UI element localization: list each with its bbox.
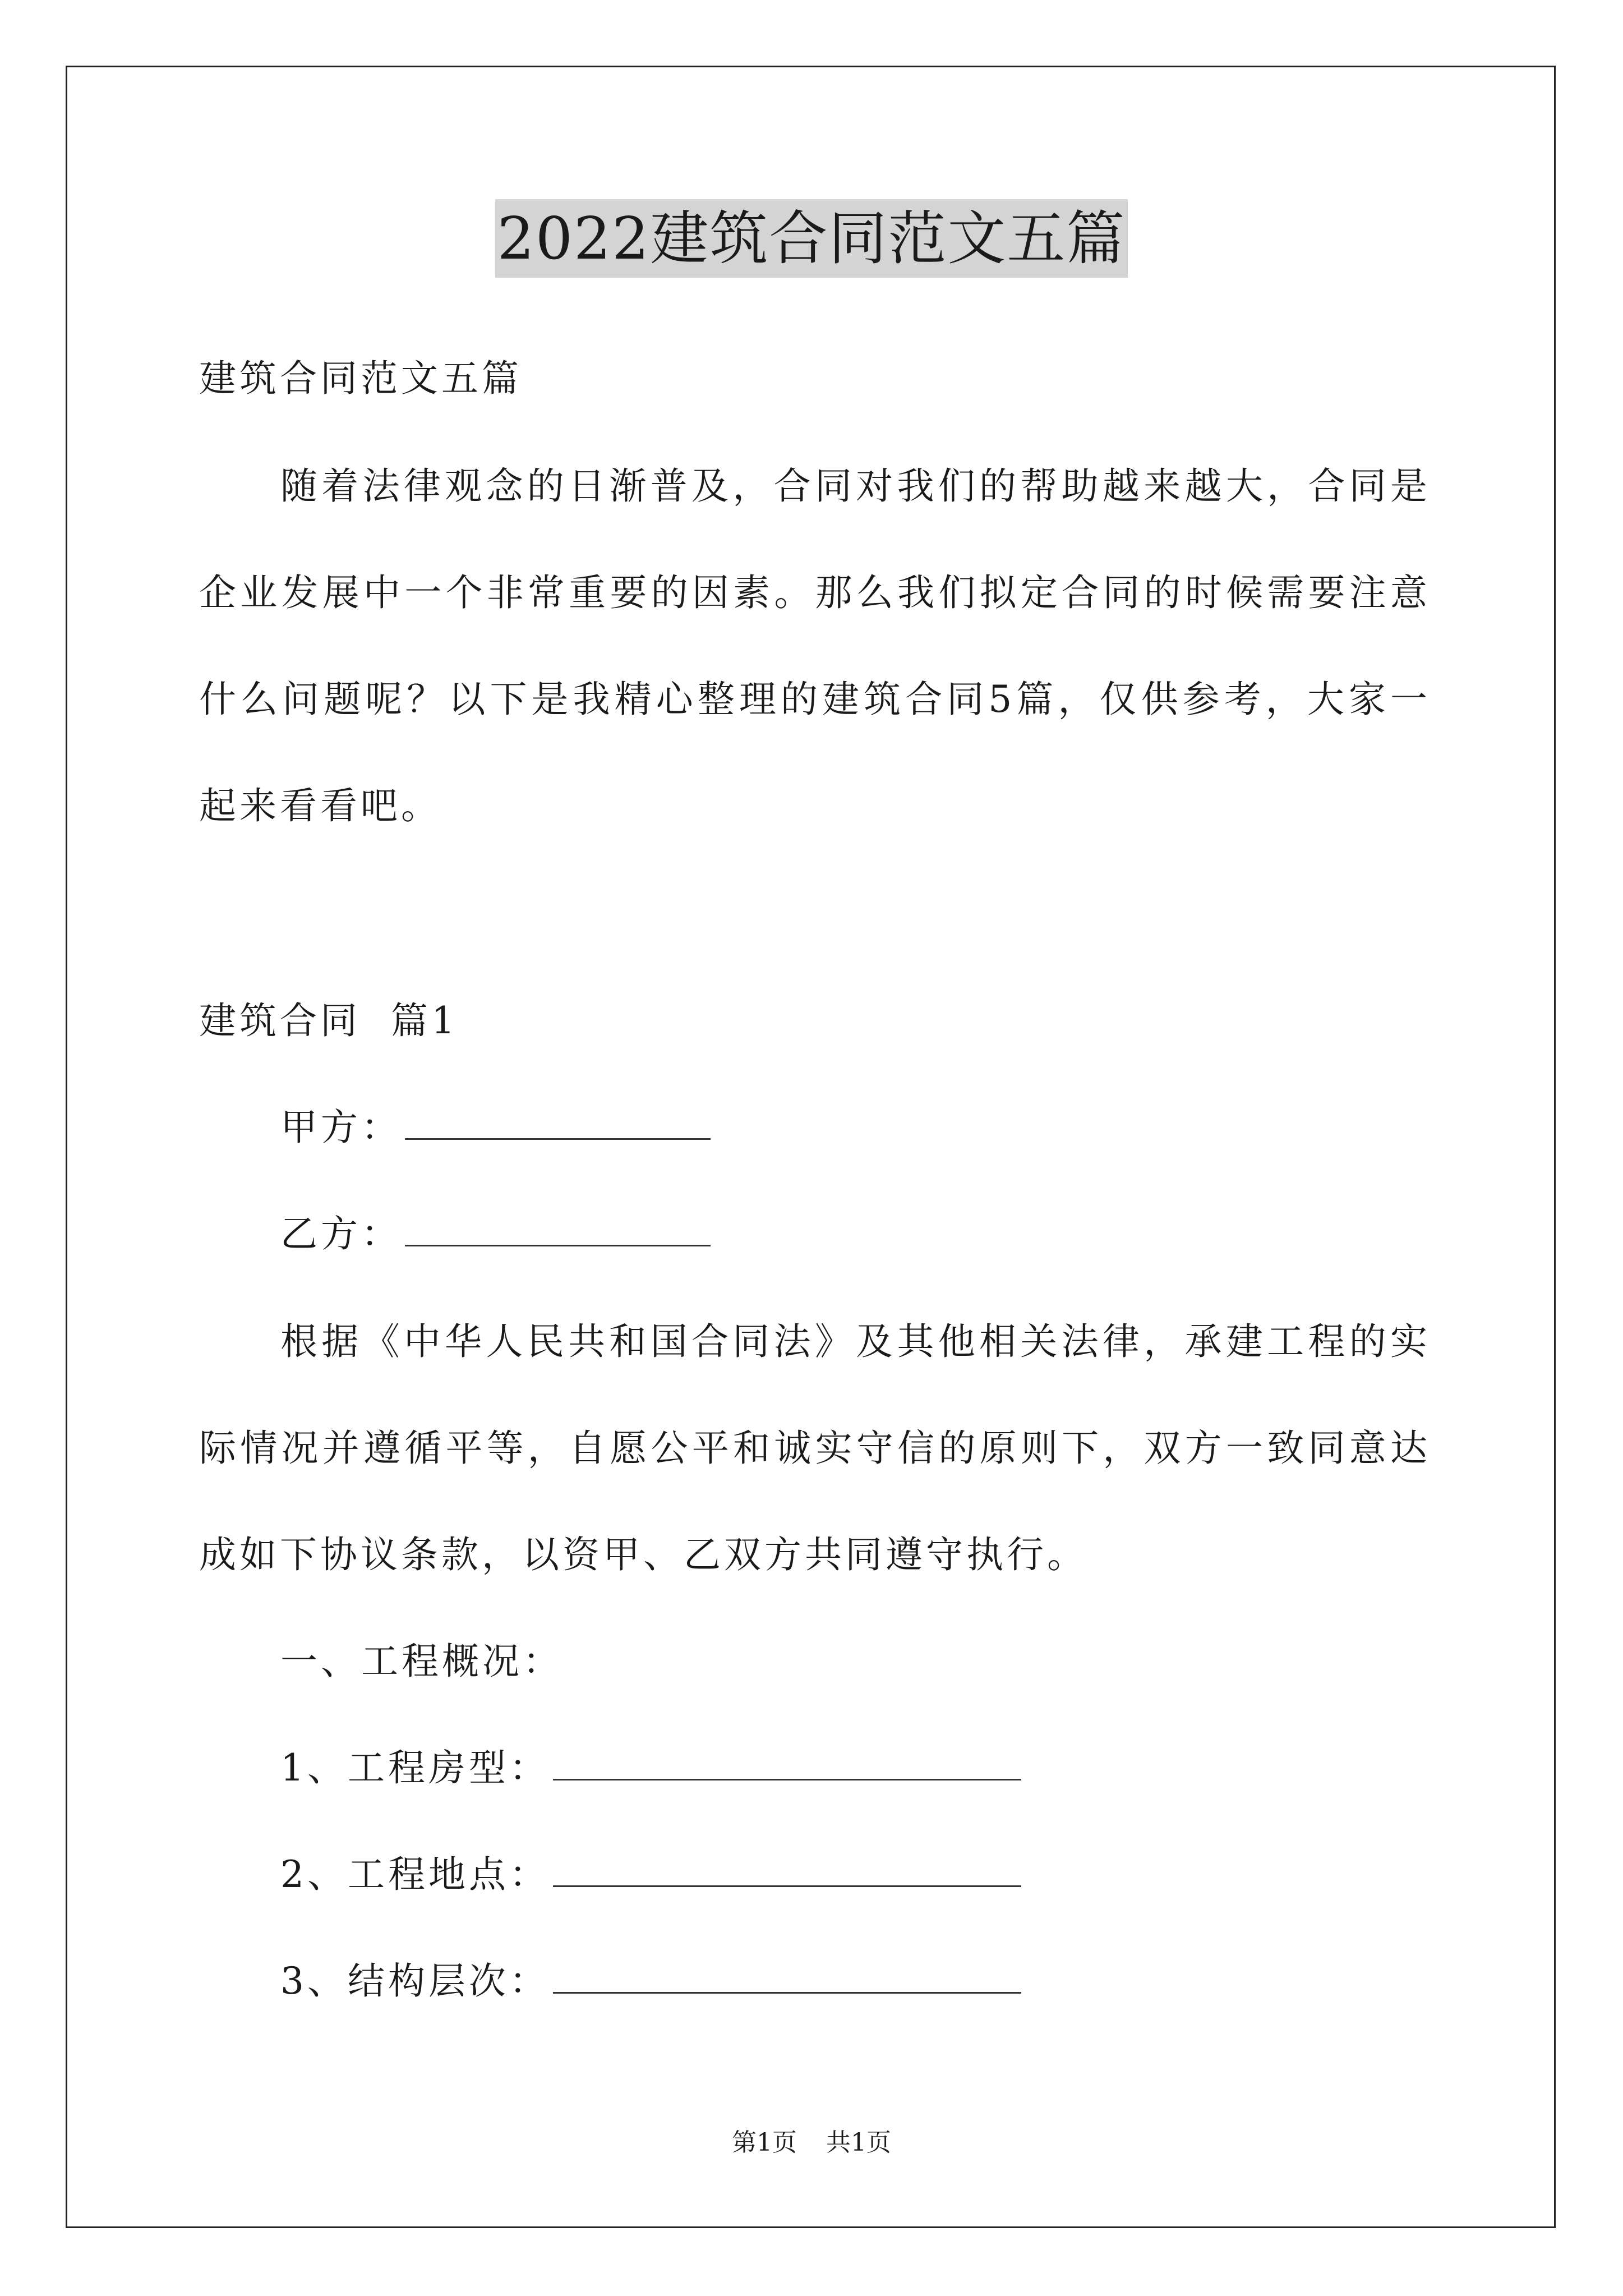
party-a-label: 甲方： xyxy=(280,1106,402,1149)
item-label-1: 1、工程房型： xyxy=(280,1746,550,1789)
clause-heading: 一、工程概况： xyxy=(280,1640,563,1683)
intro-line-2: 企业发展中一个非常重要的因素。那么我们拟定合同的时候需要注意 xyxy=(199,571,1427,614)
title-container xyxy=(0,199,1623,278)
item-blank-2 xyxy=(553,1854,1021,1887)
section-heading: 建筑合同 篇1 xyxy=(199,999,458,1042)
page-footer xyxy=(0,2126,1623,2160)
item-blank-1 xyxy=(553,1747,1021,1780)
item-row-3 xyxy=(280,1959,1021,2004)
item-row-2 xyxy=(280,1852,1021,1897)
document-title: 2022建筑合同范文五篇 xyxy=(495,199,1128,278)
intro-line-4: 起来看看吧。 xyxy=(199,784,441,827)
body-line-1: 根据《中华人民共和国合同法》及其他相关法律，承建工程的实 xyxy=(280,1320,1427,1363)
item-blank-3 xyxy=(553,1961,1021,1994)
intro-line-3: 什么问题呢？以下是我精心整理的建筑合同5篇，仅供参考，大家一 xyxy=(199,678,1427,721)
page-total: 共1页 xyxy=(826,2128,891,2157)
item-label-3: 3、结构层次： xyxy=(280,1959,550,2003)
item-row-1 xyxy=(280,1746,1021,1791)
party-b-row xyxy=(280,1212,711,1257)
document-subtitle: 建筑合同范文五篇 xyxy=(199,357,522,400)
intro-line-1: 随着法律观念的日渐普及，合同对我们的帮助越来越大，合同是 xyxy=(280,464,1427,508)
party-b-blank xyxy=(405,1213,711,1246)
party-a-row xyxy=(280,1105,711,1150)
party-a-blank xyxy=(405,1107,711,1140)
body-line-2: 际情况并遵循平等，自愿公平和诚实守信的原则下，双方一致同意达 xyxy=(199,1427,1427,1470)
party-b-label: 乙方： xyxy=(280,1212,402,1255)
body-line-3: 成如下协议条款，以资甲、乙双方共同遵守执行。 xyxy=(199,1533,1087,1576)
page-current: 第1页 xyxy=(732,2128,797,2157)
item-label-2: 2、工程地点： xyxy=(280,1853,550,1896)
